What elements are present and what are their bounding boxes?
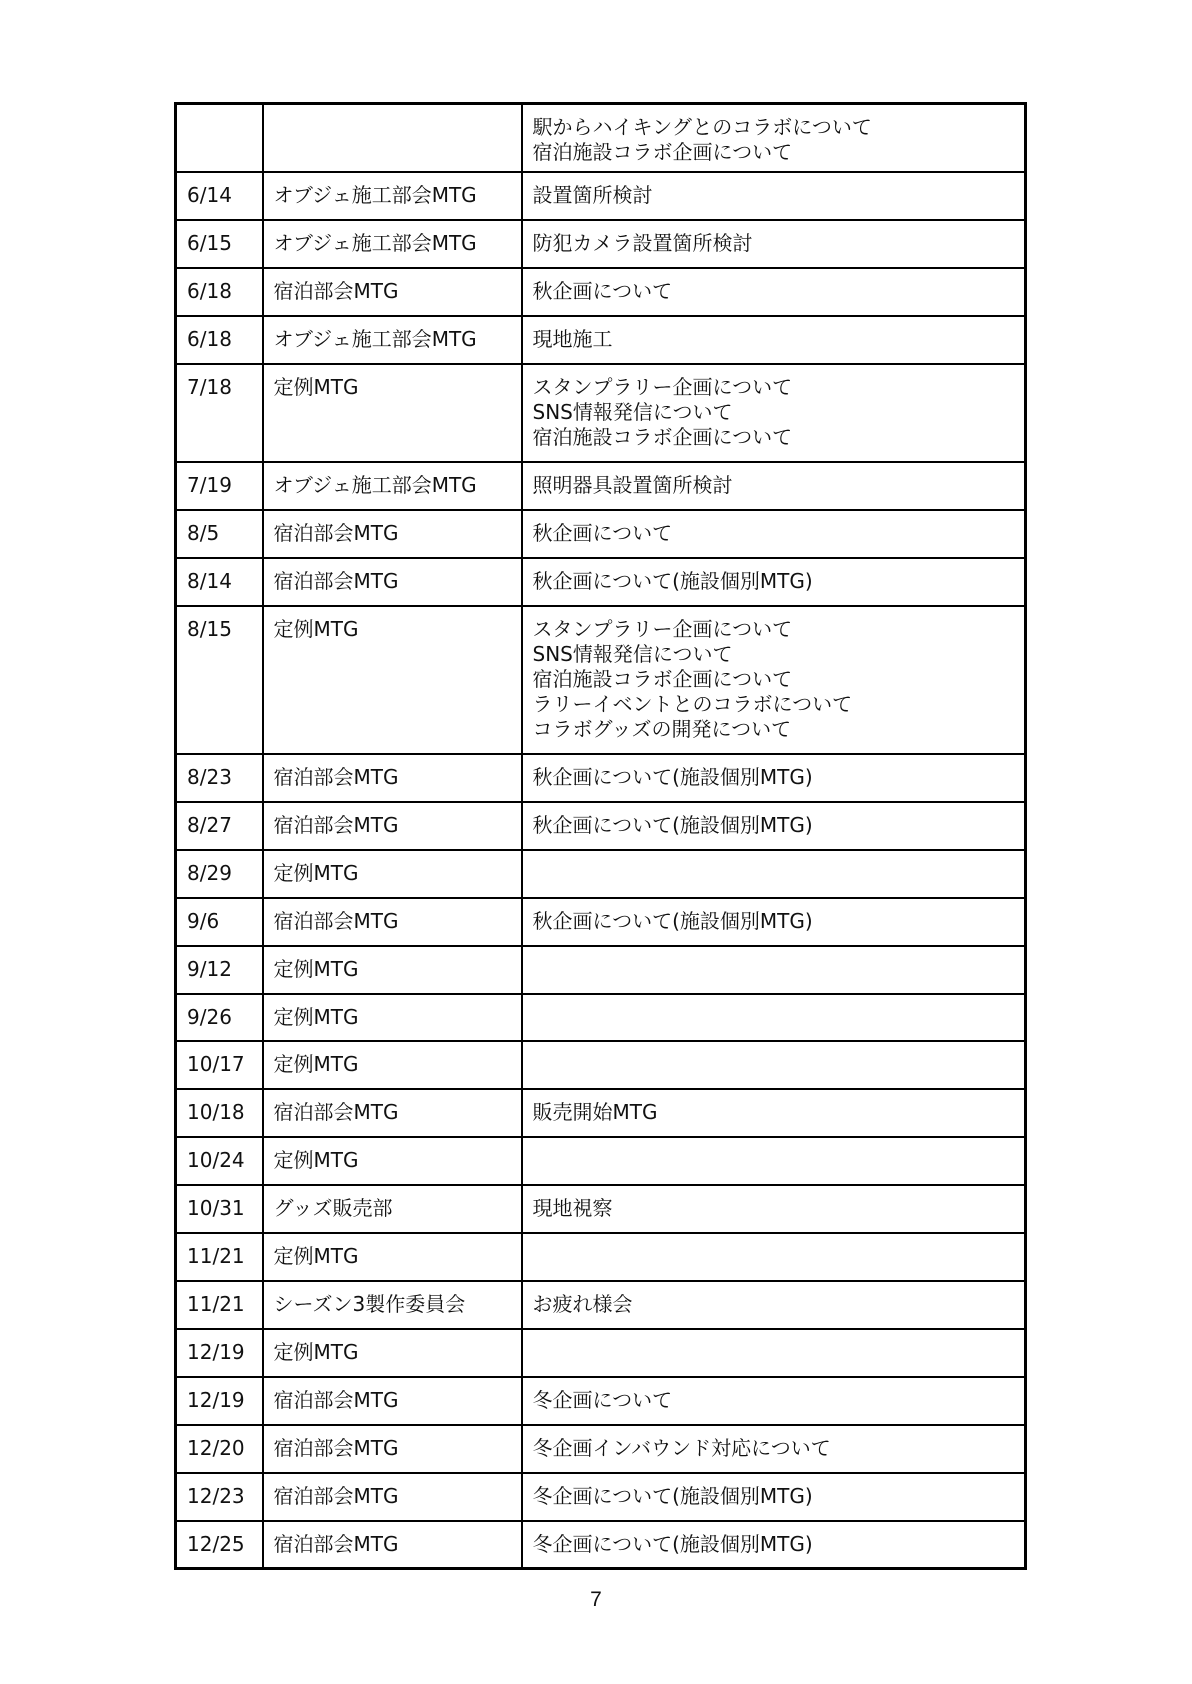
agenda-cell — [522, 1377, 1026, 1425]
date-cell: 11/21 — [176, 1233, 263, 1281]
agenda-cell — [522, 558, 1026, 606]
meeting-cell: 宿泊部会MTG — [263, 1377, 522, 1425]
date-cell: 9/12 — [176, 946, 263, 994]
table-row — [176, 558, 1026, 606]
agenda-cell — [522, 802, 1026, 850]
meeting-cell: グッズ販売部 — [263, 1185, 522, 1233]
table-row — [176, 172, 1026, 220]
table-row — [176, 946, 1026, 994]
meeting-cell: オブジェ施工部会MTG — [263, 462, 522, 510]
meeting-cell: 宿泊部会MTG — [263, 1089, 522, 1137]
meeting-cell: 宿泊部会MTG — [263, 558, 522, 606]
table-row — [176, 1425, 1026, 1473]
meeting-cell: 宿泊部会MTG — [263, 1521, 522, 1569]
agenda-cell — [522, 172, 1026, 220]
meeting-cell: 宿泊部会MTG — [263, 268, 522, 316]
agenda-item: 秋企画について — [532, 520, 673, 545]
agenda-cell — [522, 754, 1026, 802]
table-row — [176, 898, 1026, 946]
agenda-item: ラリーイベントとのコラボについて — [532, 691, 853, 716]
meeting-cell: 定例MTG — [263, 1233, 522, 1281]
agenda-item: 宿泊施設コラボ企画について — [532, 666, 793, 691]
table-row — [176, 1329, 1026, 1377]
agenda-cell — [522, 268, 1026, 316]
agenda-cell — [522, 994, 1026, 1041]
meeting-cell: 定例MTG — [263, 850, 522, 898]
date-cell — [176, 104, 263, 172]
table-row — [176, 1521, 1026, 1569]
meeting-cell: 宿泊部会MTG — [263, 898, 522, 946]
table-row — [176, 1137, 1026, 1185]
agenda-item: 冬企画について(施設個別MTG) — [532, 1531, 813, 1556]
agenda-cell — [522, 364, 1026, 462]
meeting-cell: 宿泊部会MTG — [263, 1425, 522, 1473]
agenda-cell — [522, 1185, 1026, 1233]
date-cell: 9/6 — [176, 898, 263, 946]
agenda-item: 駅からハイキングとのコラボについて — [532, 115, 872, 139]
agenda-item: 秋企画について(施設個別MTG) — [532, 568, 813, 593]
agenda-cell — [522, 1233, 1026, 1281]
agenda-item: 宿泊施設コラボ企画について — [532, 140, 793, 164]
page-number: 7 — [590, 1588, 602, 1611]
meeting-cell: 定例MTG — [263, 1041, 522, 1089]
agenda-item: 冬企画について(施設個別MTG) — [532, 1483, 813, 1508]
agenda-item: 秋企画について(施設個別MTG) — [532, 908, 813, 933]
agenda-item: 冬企画について — [532, 1387, 673, 1412]
agenda-item: 宿泊施設コラボ企画について — [532, 424, 793, 449]
agenda-item: SNS情報発信について — [532, 399, 733, 424]
meeting-cell: 定例MTG — [263, 364, 522, 462]
agenda-item: 現地施工 — [532, 326, 613, 351]
date-cell: 8/23 — [176, 754, 263, 802]
date-cell: 10/18 — [176, 1089, 263, 1137]
meeting-cell: 定例MTG — [263, 994, 522, 1041]
agenda-cell — [522, 104, 1026, 172]
table-row — [176, 994, 1026, 1041]
table-row — [176, 1377, 1026, 1425]
agenda-cell — [522, 462, 1026, 510]
date-cell: 12/20 — [176, 1425, 263, 1473]
date-cell: 7/18 — [176, 364, 263, 462]
date-cell: 8/27 — [176, 802, 263, 850]
agenda-cell — [522, 1521, 1026, 1569]
table-row — [176, 1473, 1026, 1521]
table-row — [176, 802, 1026, 850]
date-cell: 8/29 — [176, 850, 263, 898]
table-row — [176, 510, 1026, 558]
meeting-cell: 宿泊部会MTG — [263, 1473, 522, 1521]
date-cell: 12/25 — [176, 1521, 263, 1569]
agenda-cell — [522, 1473, 1026, 1521]
table-row — [176, 1041, 1026, 1089]
table-row — [176, 1185, 1026, 1233]
date-cell: 11/21 — [176, 1281, 263, 1329]
table-row — [176, 220, 1026, 268]
date-cell: 6/14 — [176, 172, 263, 220]
agenda-item: 秋企画について(施設個別MTG) — [532, 812, 813, 837]
table-row — [176, 606, 1026, 754]
agenda-cell — [522, 1281, 1026, 1329]
date-cell: 6/18 — [176, 268, 263, 316]
date-cell: 12/19 — [176, 1377, 263, 1425]
date-cell: 6/18 — [176, 316, 263, 364]
agenda-cell — [522, 510, 1026, 558]
date-cell: 8/15 — [176, 606, 263, 754]
date-cell: 8/14 — [176, 558, 263, 606]
agenda-cell — [522, 898, 1026, 946]
date-cell: 12/19 — [176, 1329, 263, 1377]
meeting-cell: 宿泊部会MTG — [263, 802, 522, 850]
meeting-schedule-table — [174, 102, 1027, 1570]
agenda-item: 照明器具設置箇所検討 — [532, 472, 733, 497]
meeting-cell: 定例MTG — [263, 1329, 522, 1377]
table-row — [176, 268, 1026, 316]
agenda-item: 冬企画インバウンド対応について — [532, 1435, 831, 1460]
agenda-item: 防犯カメラ設置箇所検討 — [532, 230, 753, 255]
date-cell: 12/23 — [176, 1473, 263, 1521]
meeting-cell: シーズン3製作委員会 — [263, 1281, 522, 1329]
agenda-item: スタンプラリー企画について — [532, 616, 793, 641]
agenda-item: 販売開始MTG — [532, 1099, 658, 1124]
meeting-cell: 定例MTG — [263, 606, 522, 754]
agenda-item: 設置箇所検討 — [532, 182, 653, 207]
date-cell: 7/19 — [176, 462, 263, 510]
agenda-cell — [522, 1089, 1026, 1137]
table-row — [176, 104, 1026, 172]
agenda-item: コラボグッズの開発について — [532, 716, 792, 741]
meeting-cell: 宿泊部会MTG — [263, 754, 522, 802]
date-cell: 9/26 — [176, 994, 263, 1041]
date-cell: 8/5 — [176, 510, 263, 558]
agenda-item: お疲れ様会 — [532, 1291, 633, 1316]
meeting-cell: 定例MTG — [263, 946, 522, 994]
agenda-cell — [522, 220, 1026, 268]
agenda-cell — [522, 1425, 1026, 1473]
meeting-cell: オブジェ施工部会MTG — [263, 172, 522, 220]
agenda-cell — [522, 1137, 1026, 1185]
schedule-table-body — [176, 104, 1026, 1569]
agenda-item: スタンプラリー企画について — [532, 374, 793, 399]
meeting-cell: オブジェ施工部会MTG — [263, 316, 522, 364]
table-row — [176, 850, 1026, 898]
meeting-cell: 宿泊部会MTG — [263, 510, 522, 558]
meeting-cell — [263, 104, 522, 172]
table-row — [176, 462, 1026, 510]
agenda-cell — [522, 316, 1026, 364]
date-cell: 10/24 — [176, 1137, 263, 1185]
agenda-cell — [522, 1041, 1026, 1089]
agenda-cell — [522, 946, 1026, 994]
agenda-cell — [522, 1329, 1026, 1377]
meeting-cell: 定例MTG — [263, 1137, 522, 1185]
meeting-cell: オブジェ施工部会MTG — [263, 220, 522, 268]
agenda-item: SNS情報発信について — [532, 641, 733, 666]
agenda-cell — [522, 850, 1026, 898]
table-row — [176, 754, 1026, 802]
agenda-item: 秋企画について — [532, 278, 673, 303]
agenda-cell — [522, 606, 1026, 754]
table-row — [176, 1089, 1026, 1137]
agenda-item: 現地視察 — [532, 1195, 613, 1220]
agenda-item: 秋企画について(施設個別MTG) — [532, 764, 813, 789]
table-row — [176, 1281, 1026, 1329]
table-row — [176, 1233, 1026, 1281]
table-row — [176, 364, 1026, 462]
table-row — [176, 316, 1026, 364]
date-cell: 10/17 — [176, 1041, 263, 1089]
date-cell: 10/31 — [176, 1185, 263, 1233]
date-cell: 6/15 — [176, 220, 263, 268]
